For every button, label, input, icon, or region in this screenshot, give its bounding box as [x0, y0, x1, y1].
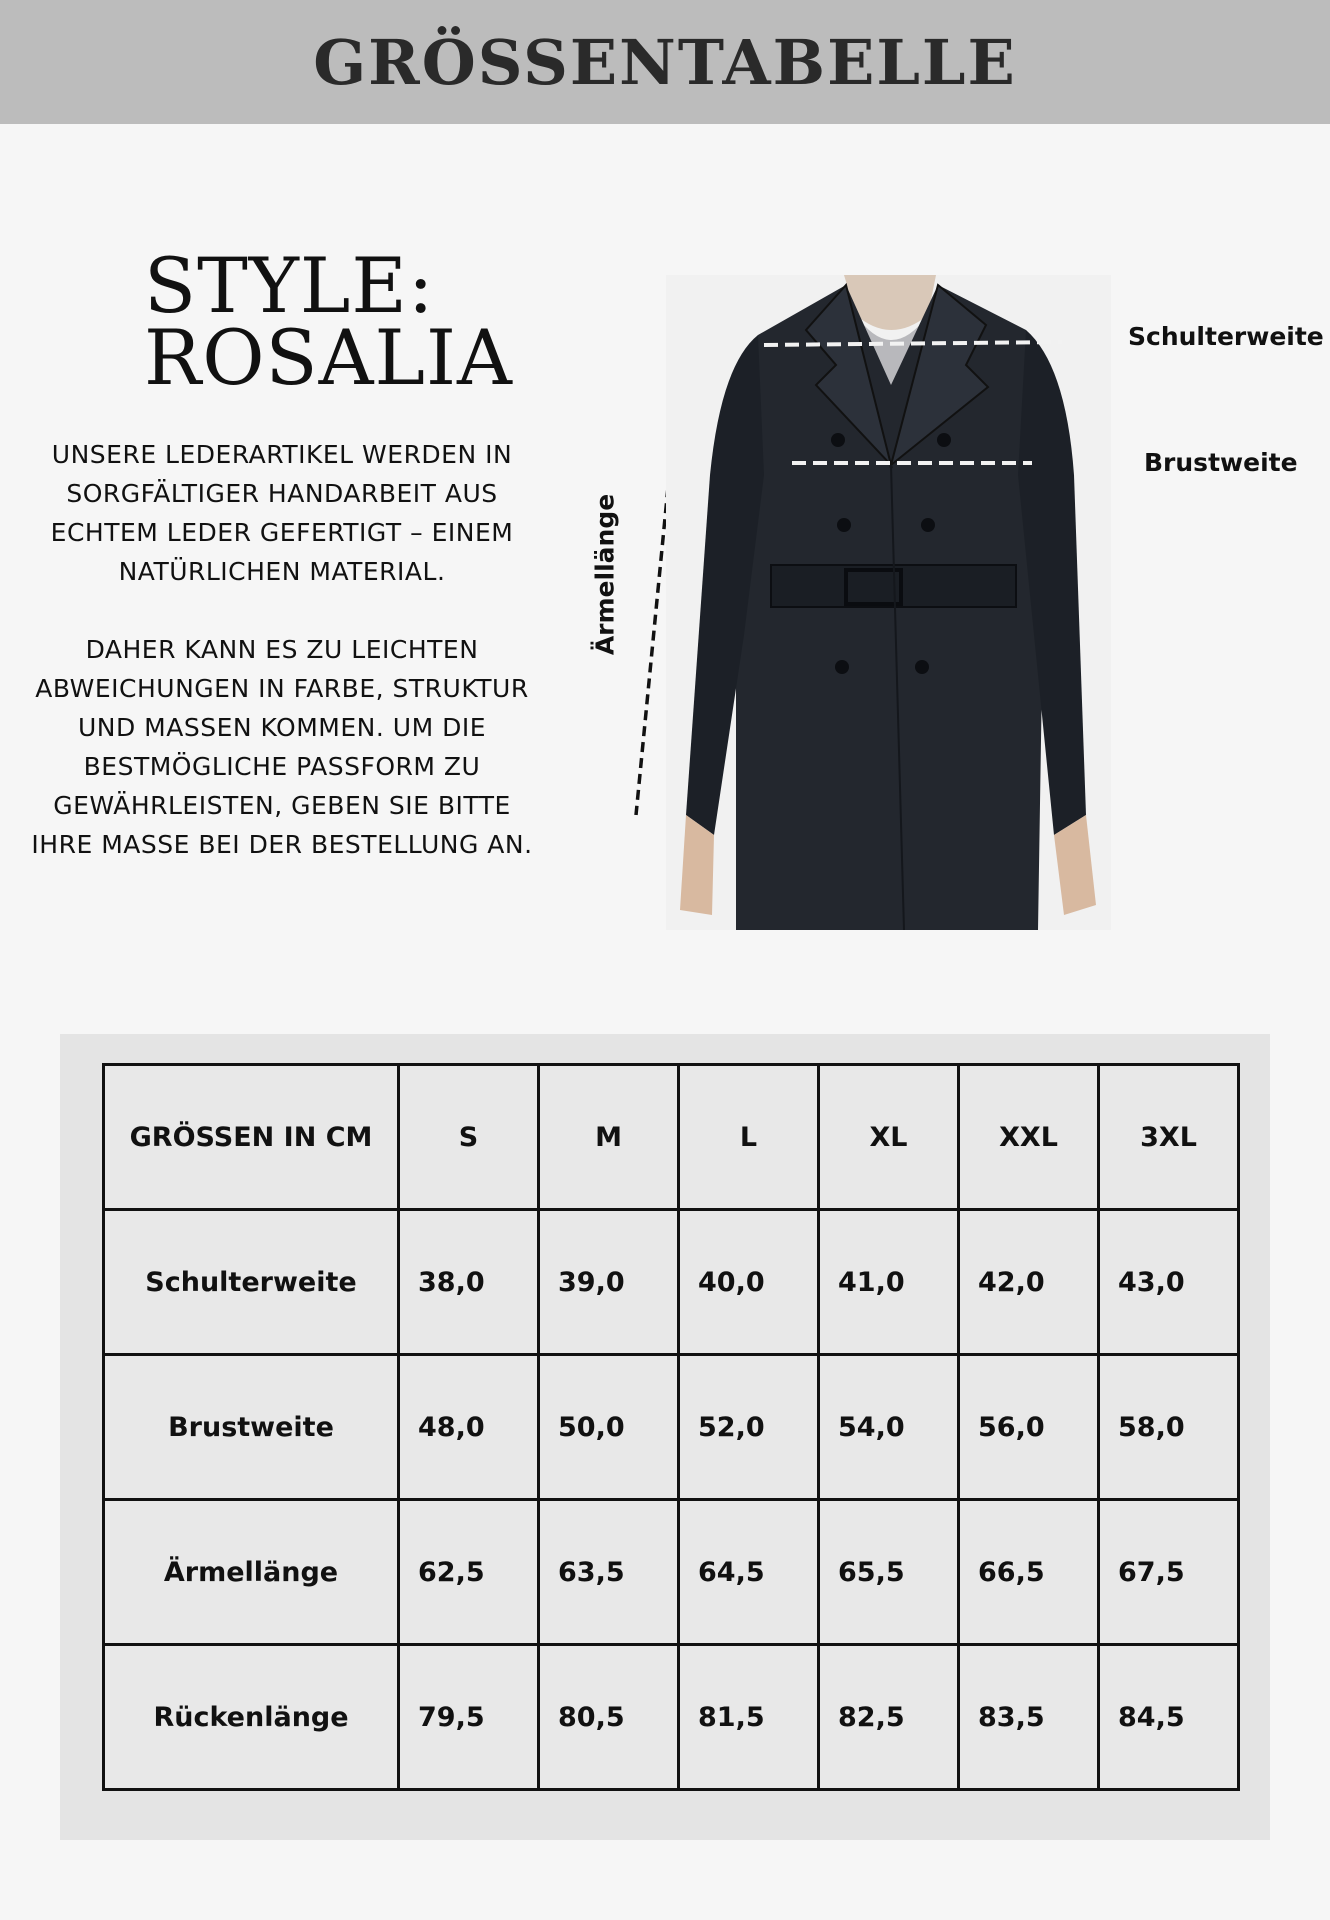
style-value: ROSALIA — [144, 313, 513, 402]
table-cell: 66,5 — [959, 1500, 1099, 1645]
product-photo — [666, 275, 1111, 930]
table-cell: 50,0 — [539, 1355, 679, 1500]
size-table — [102, 1063, 1240, 1791]
row-label: Ärmellänge — [104, 1500, 399, 1645]
table-cell: 82,5 — [819, 1645, 959, 1790]
size-header: S — [399, 1065, 539, 1210]
table-row — [104, 1210, 1239, 1355]
style-label: STYLE: — [144, 241, 435, 330]
size-header: L — [679, 1065, 819, 1210]
size-header: M — [539, 1065, 679, 1210]
header-banner — [0, 0, 1330, 124]
row-label: Rückenlänge — [104, 1645, 399, 1790]
row-label: Brustweite — [104, 1355, 399, 1500]
shoulder-label: Schulterweite — [1128, 322, 1324, 351]
table-cell: 67,5 — [1099, 1500, 1239, 1645]
table-cell: 63,5 — [539, 1500, 679, 1645]
size-header: XL — [819, 1065, 959, 1210]
table-cell: 84,5 — [1099, 1645, 1239, 1790]
description-paragraph-2: DAHER KANN ES ZU LEICHTEN ABWEICHUNGEN IN FARBE, STRUKTUR UND MASSEN KOMMEN. UM DIE BESTMÖGLICHE PASSFORM ZU GEWÄHRLEISTEN, GEBEN SIE BITTE IHRE MASSE BEI DER BESTELLUNG AN. — [31, 635, 533, 859]
table-cell: 42,0 — [959, 1210, 1099, 1355]
table-cell: 58,0 — [1099, 1355, 1239, 1500]
chest-label: Brustweite — [1144, 448, 1298, 477]
table-cell: 79,5 — [399, 1645, 539, 1790]
table-cell: 41,0 — [819, 1210, 959, 1355]
table-header-row — [104, 1065, 1239, 1210]
table-cell: 48,0 — [399, 1355, 539, 1500]
sleeve-label: Ärmellänge — [590, 493, 620, 656]
table-cell: 81,5 — [679, 1645, 819, 1790]
page-title: GRÖSSENTABELLE — [313, 25, 1017, 99]
row-label: Schulterweite — [104, 1210, 399, 1355]
table-cell: 40,0 — [679, 1210, 819, 1355]
table-cell: 43,0 — [1099, 1210, 1239, 1355]
style-name — [144, 241, 564, 402]
description-paragraph-1: UNSERE LEDERARTIKEL WERDEN IN SORGFÄLTIGER HANDARBEIT AUS ECHTEM LEDER GEFERTIGT – EINEM NATÜRLICHEN MATERIAL. — [50, 440, 514, 586]
table-corner-header: GRÖSSEN IN CM — [104, 1065, 399, 1210]
table-cell: 62,5 — [399, 1500, 539, 1645]
table-cell: 39,0 — [539, 1210, 679, 1355]
table-row — [104, 1500, 1239, 1645]
table-cell: 80,5 — [539, 1645, 679, 1790]
size-header: XXL — [959, 1065, 1099, 1210]
table-cell: 38,0 — [399, 1210, 539, 1355]
table-cell: 64,5 — [679, 1500, 819, 1645]
size-header: 3XL — [1099, 1065, 1239, 1210]
table-cell: 52,0 — [679, 1355, 819, 1500]
size-table-panel — [60, 1034, 1270, 1840]
table-row — [104, 1645, 1239, 1790]
table-cell: 56,0 — [959, 1355, 1099, 1500]
table-cell: 83,5 — [959, 1645, 1099, 1790]
jacket-illustration — [666, 275, 1111, 930]
table-cell: 54,0 — [819, 1355, 959, 1500]
table-cell: 65,5 — [819, 1500, 959, 1645]
table-row — [104, 1355, 1239, 1500]
